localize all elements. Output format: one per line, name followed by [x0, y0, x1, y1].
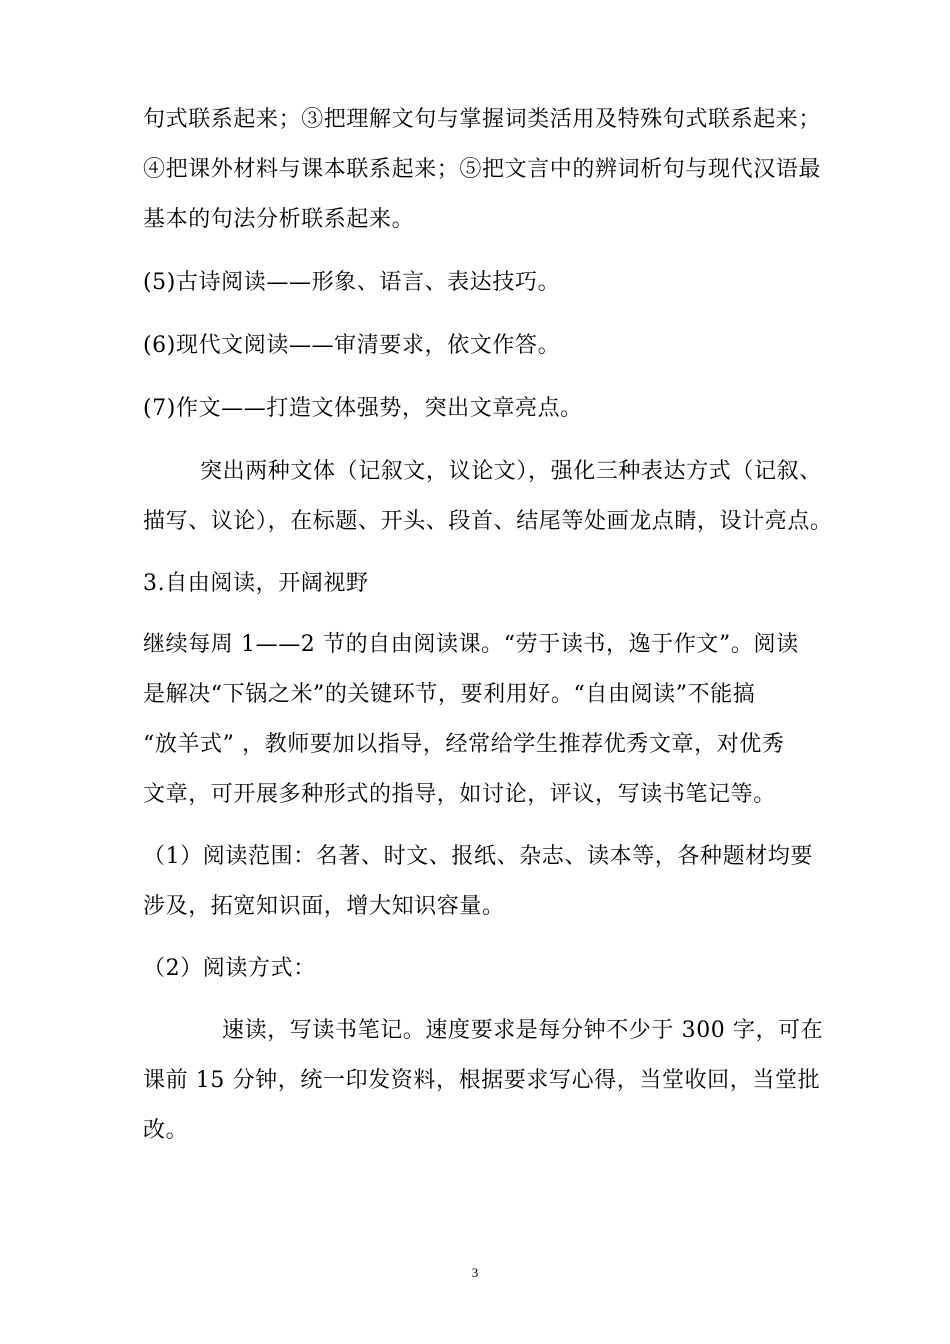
page-number: 3 — [471, 1265, 479, 1280]
section-heading: 3.自由阅读，开阔视野 — [143, 571, 369, 596]
text-line: “放羊式” ，教师要加以指导，经常给学生推荐优秀文章，对优秀 — [143, 732, 785, 757]
text-line: (6)现代文阅读——审清要求，依文作答。 — [143, 333, 561, 358]
text-line: (7)作文——打造文体强势，突出文章亮点。 — [143, 396, 583, 421]
text-line: 继续每周 1——2 节的自由阅读课。“劳于读书，逸于作文”。阅读 — [143, 632, 799, 657]
text-line: 速读，写读书笔记。速度要求是每分钟不少于 300 字，可在 — [222, 1018, 824, 1043]
text-line: 是解决“下锅之米”的关键环节，要利用好。“自由阅读”不能搞 — [143, 682, 756, 707]
text-line: 句式联系起来；③把理解文句与掌握词类活用及特殊句式联系起来； — [143, 107, 822, 132]
text-line: （2）阅读方式： — [143, 956, 316, 981]
text-line: 文章，可开展多种形式的指导，如讨论，评议，写读书笔记等。 — [143, 782, 776, 807]
text-line: （1）阅读范围：名著、时文、报纸、杂志、读本等，各种题材均要 — [143, 844, 813, 869]
text-line: 基本的句法分析联系起来。 — [143, 207, 415, 232]
text-line: ④把课外材料与课本联系起来；⑤把文言中的辨词析句与现代汉语最 — [143, 157, 822, 182]
text-line: 描写、议论），在标题、开头、段首、结尾等处画龙点睛，设计亮点。 — [143, 509, 833, 534]
text-line: 课前 15 分钟，统一印发资料，根据要求写心得，当堂收回，当堂批 — [143, 1068, 821, 1093]
text-line: 改。 — [143, 1118, 189, 1143]
text-line: 突出两种文体（记叙文，议论文），强化三种表达方式（记叙、 — [200, 459, 822, 484]
text-line: (5)古诗阅读——形象、语言、表达技巧。 — [143, 270, 561, 295]
text-line: 涉及，拓宽知识面，增大知识容量。 — [143, 894, 505, 919]
